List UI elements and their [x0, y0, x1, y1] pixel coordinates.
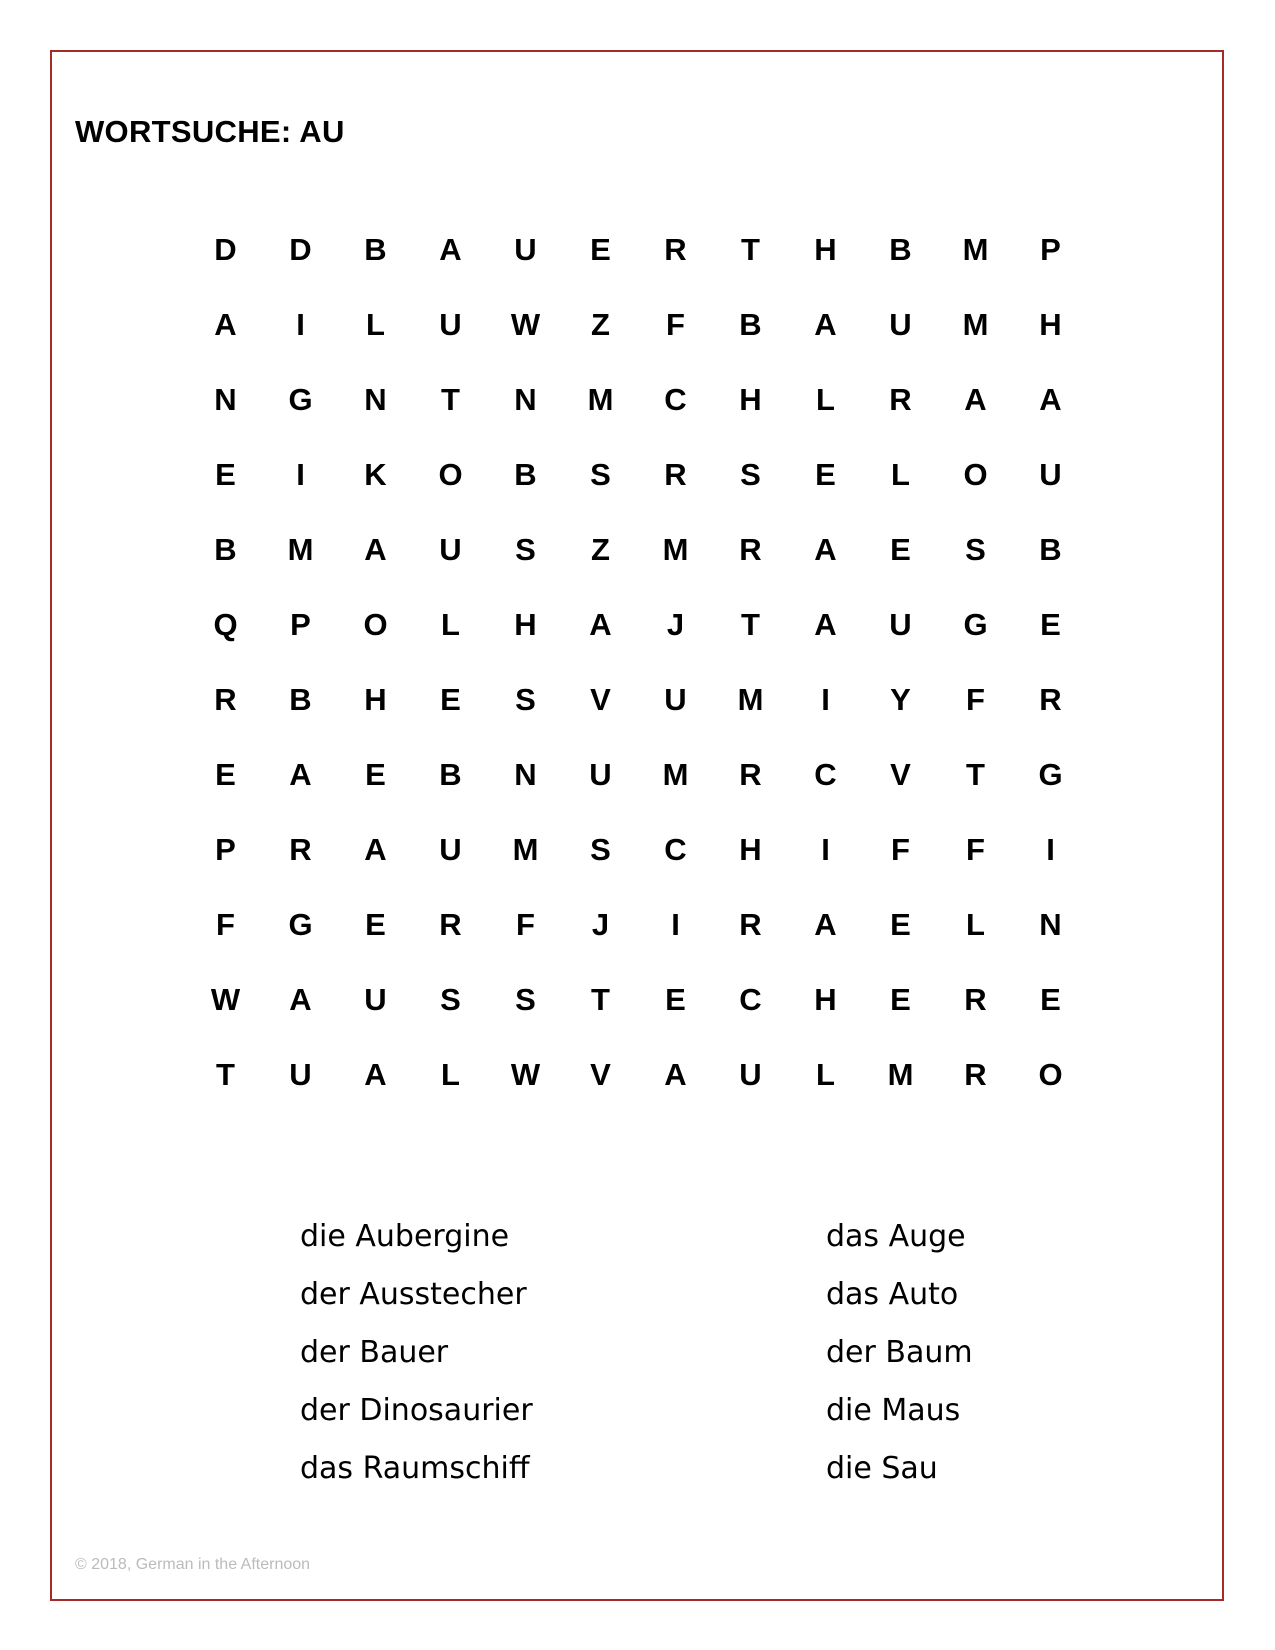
word-item: das Auge	[826, 1219, 966, 1254]
grid-letter: B	[1039, 532, 1062, 567]
grid-letter: H	[514, 607, 537, 642]
grid-letter: U	[289, 1057, 312, 1092]
grid-letter: S	[740, 457, 761, 492]
word-item: der Dinosaurier	[300, 1393, 533, 1428]
grid-letter: V	[590, 682, 611, 717]
word-search-grid	[188, 212, 1088, 1112]
grid-letter: A	[289, 757, 312, 792]
grid-letter: B	[514, 457, 537, 492]
grid-letter: A	[289, 982, 312, 1017]
word-item: die Aubergine	[300, 1219, 510, 1254]
grid-letter: T	[966, 757, 985, 792]
grid-letter: I	[821, 832, 830, 867]
grid-letter: R	[889, 382, 912, 417]
grid-letter: A	[1039, 382, 1062, 417]
grid-letter: U	[889, 607, 912, 642]
grid-letter: A	[589, 607, 612, 642]
grid-row	[188, 812, 1088, 887]
grid-letter: R	[439, 907, 462, 942]
grid-letter: R	[664, 232, 687, 267]
grid-letter: B	[364, 232, 387, 267]
grid-letter: J	[591, 907, 610, 942]
grid-letter: R	[739, 907, 762, 942]
word-item: die Sau	[826, 1451, 938, 1486]
grid-letter: T	[741, 607, 760, 642]
grid-letter: D	[289, 232, 312, 267]
grid-row	[188, 362, 1088, 437]
grid-letter: M	[512, 832, 539, 867]
grid-row	[188, 512, 1088, 587]
grid-letter: U	[514, 232, 537, 267]
grid-letter: T	[591, 982, 610, 1017]
grid-letter: H	[1039, 307, 1062, 342]
grid-letter: E	[665, 982, 686, 1017]
grid-letter: D	[214, 232, 237, 267]
grid-letter: B	[289, 682, 312, 717]
grid-letter: M	[662, 532, 689, 567]
grid-row	[188, 887, 1088, 962]
grid-letter: B	[889, 232, 912, 267]
grid-row	[188, 1037, 1088, 1112]
grid-letter: S	[515, 532, 536, 567]
grid-letter: E	[440, 682, 461, 717]
grid-letter: T	[441, 382, 460, 417]
grid-letter: U	[439, 532, 462, 567]
grid-letter: H	[739, 832, 762, 867]
grid-letter: H	[739, 382, 762, 417]
word-item: das Raumschiff	[300, 1451, 530, 1486]
grid-row	[188, 662, 1088, 737]
grid-row	[188, 287, 1088, 362]
grid-letter: S	[515, 982, 536, 1017]
grid-letter: A	[814, 532, 837, 567]
grid-letter: S	[590, 457, 611, 492]
grid-letter: E	[590, 232, 611, 267]
grid-letter: L	[966, 907, 985, 942]
grid-row	[188, 212, 1088, 287]
grid-letter: R	[964, 1057, 987, 1092]
grid-letter: R	[739, 532, 762, 567]
grid-letter: M	[662, 757, 689, 792]
grid-letter: E	[815, 457, 836, 492]
grid-letter: Y	[890, 682, 911, 717]
word-item: der Baum	[826, 1335, 973, 1370]
grid-letter: W	[510, 307, 541, 342]
grid-letter: U	[439, 832, 462, 867]
grid-letter: M	[962, 307, 989, 342]
grid-letter: E	[890, 907, 911, 942]
grid-letter: N	[214, 382, 237, 417]
grid-letter: U	[664, 682, 687, 717]
grid-letter: B	[439, 757, 462, 792]
grid-letter: V	[590, 1057, 611, 1092]
grid-letter: H	[814, 982, 837, 1017]
grid-letter: I	[1046, 832, 1055, 867]
grid-letter: O	[963, 457, 988, 492]
grid-letter: F	[666, 307, 685, 342]
grid-letter: I	[821, 682, 830, 717]
grid-row	[188, 737, 1088, 812]
grid-letter: Z	[591, 307, 610, 342]
grid-letter: A	[814, 907, 837, 942]
grid-letter: N	[1039, 907, 1062, 942]
grid-letter: L	[816, 1057, 835, 1092]
grid-letter: F	[216, 907, 235, 942]
grid-letter: P	[290, 607, 311, 642]
grid-letter: E	[215, 457, 236, 492]
grid-row	[188, 962, 1088, 1037]
grid-letter: U	[364, 982, 387, 1017]
grid-letter: G	[963, 607, 988, 642]
grid-letter: A	[814, 607, 837, 642]
grid-letter: F	[966, 682, 985, 717]
grid-letter: A	[364, 532, 387, 567]
grid-letter: F	[516, 907, 535, 942]
grid-letter: S	[515, 682, 536, 717]
grid-letter: O	[1038, 1057, 1063, 1092]
grid-letter: N	[364, 382, 387, 417]
grid-letter: A	[364, 832, 387, 867]
grid-letter: T	[216, 1057, 235, 1092]
grid-letter: A	[964, 382, 987, 417]
grid-letter: E	[365, 757, 386, 792]
grid-letter: H	[814, 232, 837, 267]
grid-letter: A	[214, 307, 237, 342]
grid-letter: C	[664, 832, 687, 867]
grid-letter: S	[440, 982, 461, 1017]
grid-letter: C	[739, 982, 762, 1017]
grid-letter: E	[1040, 982, 1061, 1017]
grid-letter: P	[215, 832, 236, 867]
grid-letter: R	[1039, 682, 1062, 717]
grid-letter: M	[962, 232, 989, 267]
word-item: der Ausstecher	[300, 1277, 527, 1312]
grid-letter: W	[510, 1057, 541, 1092]
grid-letter: L	[816, 382, 835, 417]
grid-letter: I	[671, 907, 680, 942]
grid-letter: E	[365, 907, 386, 942]
grid-letter: L	[366, 307, 385, 342]
grid-letter: G	[288, 907, 313, 942]
grid-letter: A	[664, 1057, 687, 1092]
copyright-notice: © 2018, German in the Afternoon	[75, 1556, 311, 1573]
grid-letter: F	[966, 832, 985, 867]
grid-letter: E	[215, 757, 236, 792]
grid-letter: R	[739, 757, 762, 792]
grid-letter: F	[891, 832, 910, 867]
grid-letter: K	[364, 457, 387, 492]
grid-letter: E	[890, 982, 911, 1017]
grid-letter: E	[1040, 607, 1061, 642]
grid-letter: W	[210, 982, 241, 1017]
grid-letter: B	[214, 532, 237, 567]
grid-letter: R	[964, 982, 987, 1017]
grid-row	[188, 437, 1088, 512]
grid-letter: A	[364, 1057, 387, 1092]
word-list-left	[300, 1208, 533, 1498]
grid-letter: P	[1040, 232, 1061, 267]
grid-letter: M	[887, 1057, 914, 1092]
grid-letter: O	[438, 457, 463, 492]
grid-letter: B	[739, 307, 762, 342]
grid-letter: U	[739, 1057, 762, 1092]
grid-letter: L	[891, 457, 910, 492]
grid-letter: U	[439, 307, 462, 342]
word-item: die Maus	[826, 1393, 961, 1428]
grid-letter: U	[589, 757, 612, 792]
grid-letter: H	[364, 682, 387, 717]
grid-letter: S	[965, 532, 986, 567]
grid-letter: L	[441, 1057, 460, 1092]
grid-letter: M	[287, 532, 314, 567]
grid-letter: G	[288, 382, 313, 417]
grid-letter: E	[890, 532, 911, 567]
grid-letter: V	[890, 757, 911, 792]
grid-letter: J	[666, 607, 685, 642]
grid-letter: T	[741, 232, 760, 267]
grid-letter: O	[363, 607, 388, 642]
grid-letter: A	[439, 232, 462, 267]
grid-letter: M	[737, 682, 764, 717]
grid-letter: C	[664, 382, 687, 417]
grid-letter: N	[514, 757, 537, 792]
grid-letter: A	[814, 307, 837, 342]
grid-letter: Z	[591, 532, 610, 567]
grid-letter: I	[296, 457, 305, 492]
grid-letter: R	[289, 832, 312, 867]
grid-letter: L	[441, 607, 460, 642]
grid-letter: M	[587, 382, 614, 417]
grid-letter: N	[514, 382, 537, 417]
grid-letter: C	[814, 757, 837, 792]
grid-letter: R	[664, 457, 687, 492]
grid-letter: R	[214, 682, 237, 717]
word-item: das Auto	[826, 1277, 959, 1312]
grid-letter: Q	[213, 607, 238, 642]
word-list-right	[826, 1208, 973, 1498]
page-title: WORTSUCHE: AU	[75, 114, 345, 149]
word-item: der Bauer	[300, 1335, 449, 1370]
grid-letter: U	[1039, 457, 1062, 492]
grid-letter: G	[1038, 757, 1063, 792]
grid-letter: S	[590, 832, 611, 867]
grid-letter: U	[889, 307, 912, 342]
grid-row	[188, 587, 1088, 662]
grid-letter: I	[296, 307, 305, 342]
